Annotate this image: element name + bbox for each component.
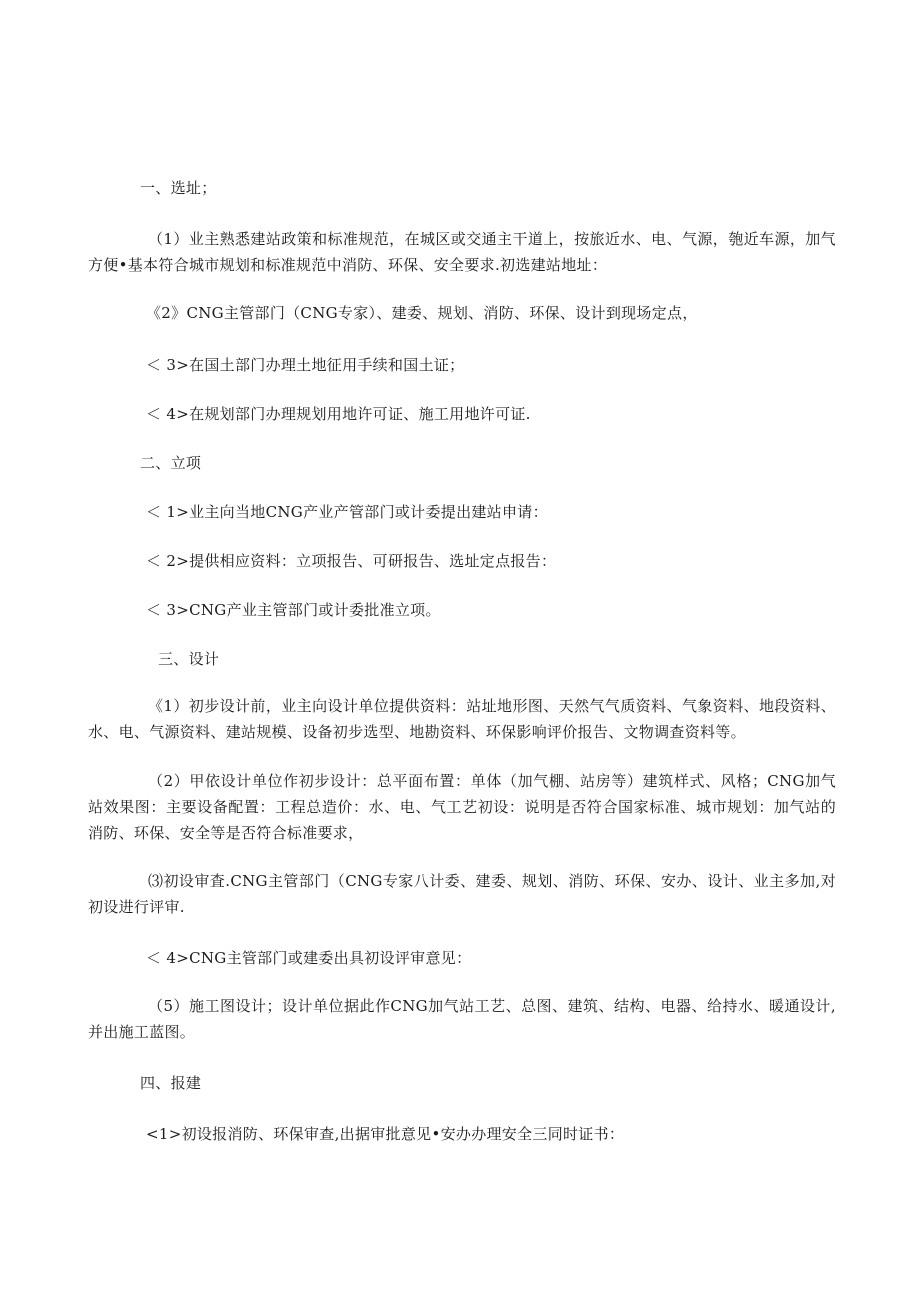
paragraph-design-1: 《1）初步设计前，业主向设计单位提供资料：站址地形图、天然气气质资料、气象资料、地段资料、水、电、气源资料、建站规模、设备初步选型、地勘资料、环保影响评价报告、文物调查资料等。 — [88, 697, 836, 741]
paragraph-approval-3: ＜ 3>CNG产业主管部门或计委批准立项。 — [146, 601, 441, 619]
section-heading-filing: 四、报建 — [140, 1074, 202, 1092]
paragraph-site-4: ＜ 4>在规划部门办理规划用地许可证、施工用地许可证. — [146, 405, 531, 423]
paragraph-site-1: （1）业主熟悉建站政策和标准规范，在城区或交通主干道上，按旅近水、电、气源，匏近车源，加气方便•基本符合城市规划和标准规范中消防、环保、安全要求.初选建站地址： — [88, 230, 836, 274]
paragraph-design-3: ⑶初设审査.CNG主管部门（CNG专家八计委、建委、规划、消防、环保、安办、设计、业主多加,对初设进行评审. — [88, 872, 836, 916]
paragraph-site-2: 《2》CNG主管部门（CNG专家）、建委、规划、消防、环保、设计到现场定点， — [146, 304, 698, 322]
paragraph-site-3: ＜ 3>在国土部门办理土地征用手续和国土证； — [146, 356, 465, 374]
section-heading-design: 三、设计 — [158, 650, 220, 668]
paragraph-design-2: （2）甲依设计单位作初步设计：总平面布置：单体（加气棚、站房等）建筑样式、风格；CNG加气站效果图：主要设备配置：工程总造价：水、电、气工艺初设：说明是否符合国家标准、城市规划：加气站的消防、环保、安全等是否符合标准要求， — [88, 772, 836, 842]
paragraph-approval-2: ＜ 2>提供相应资料：立项报告、可研报告、选址定点报告： — [146, 552, 557, 570]
paragraph-approval-1: ＜ 1>业主向当地CNG产业产管部门或计委提出建站申请： — [146, 503, 548, 521]
paragraph-design-4: ＜ 4>CNG主管部门或建委出具初设评审意见： — [146, 949, 472, 967]
section-heading-project-approval: 二、立项 — [140, 454, 202, 472]
paragraph-design-5: （5）施工图设计；设计单位据此作CNG加气站工艺、总图、建筑、结构、电器、给持水、暖通设计,并出施工蓝图。 — [88, 997, 836, 1041]
section-heading-site-selection: 一、选址； — [140, 179, 217, 197]
paragraph-filing-1: <1>初设报消防、环保审查,出据审批意见•安办办理安全三同时证书： — [146, 1125, 625, 1143]
